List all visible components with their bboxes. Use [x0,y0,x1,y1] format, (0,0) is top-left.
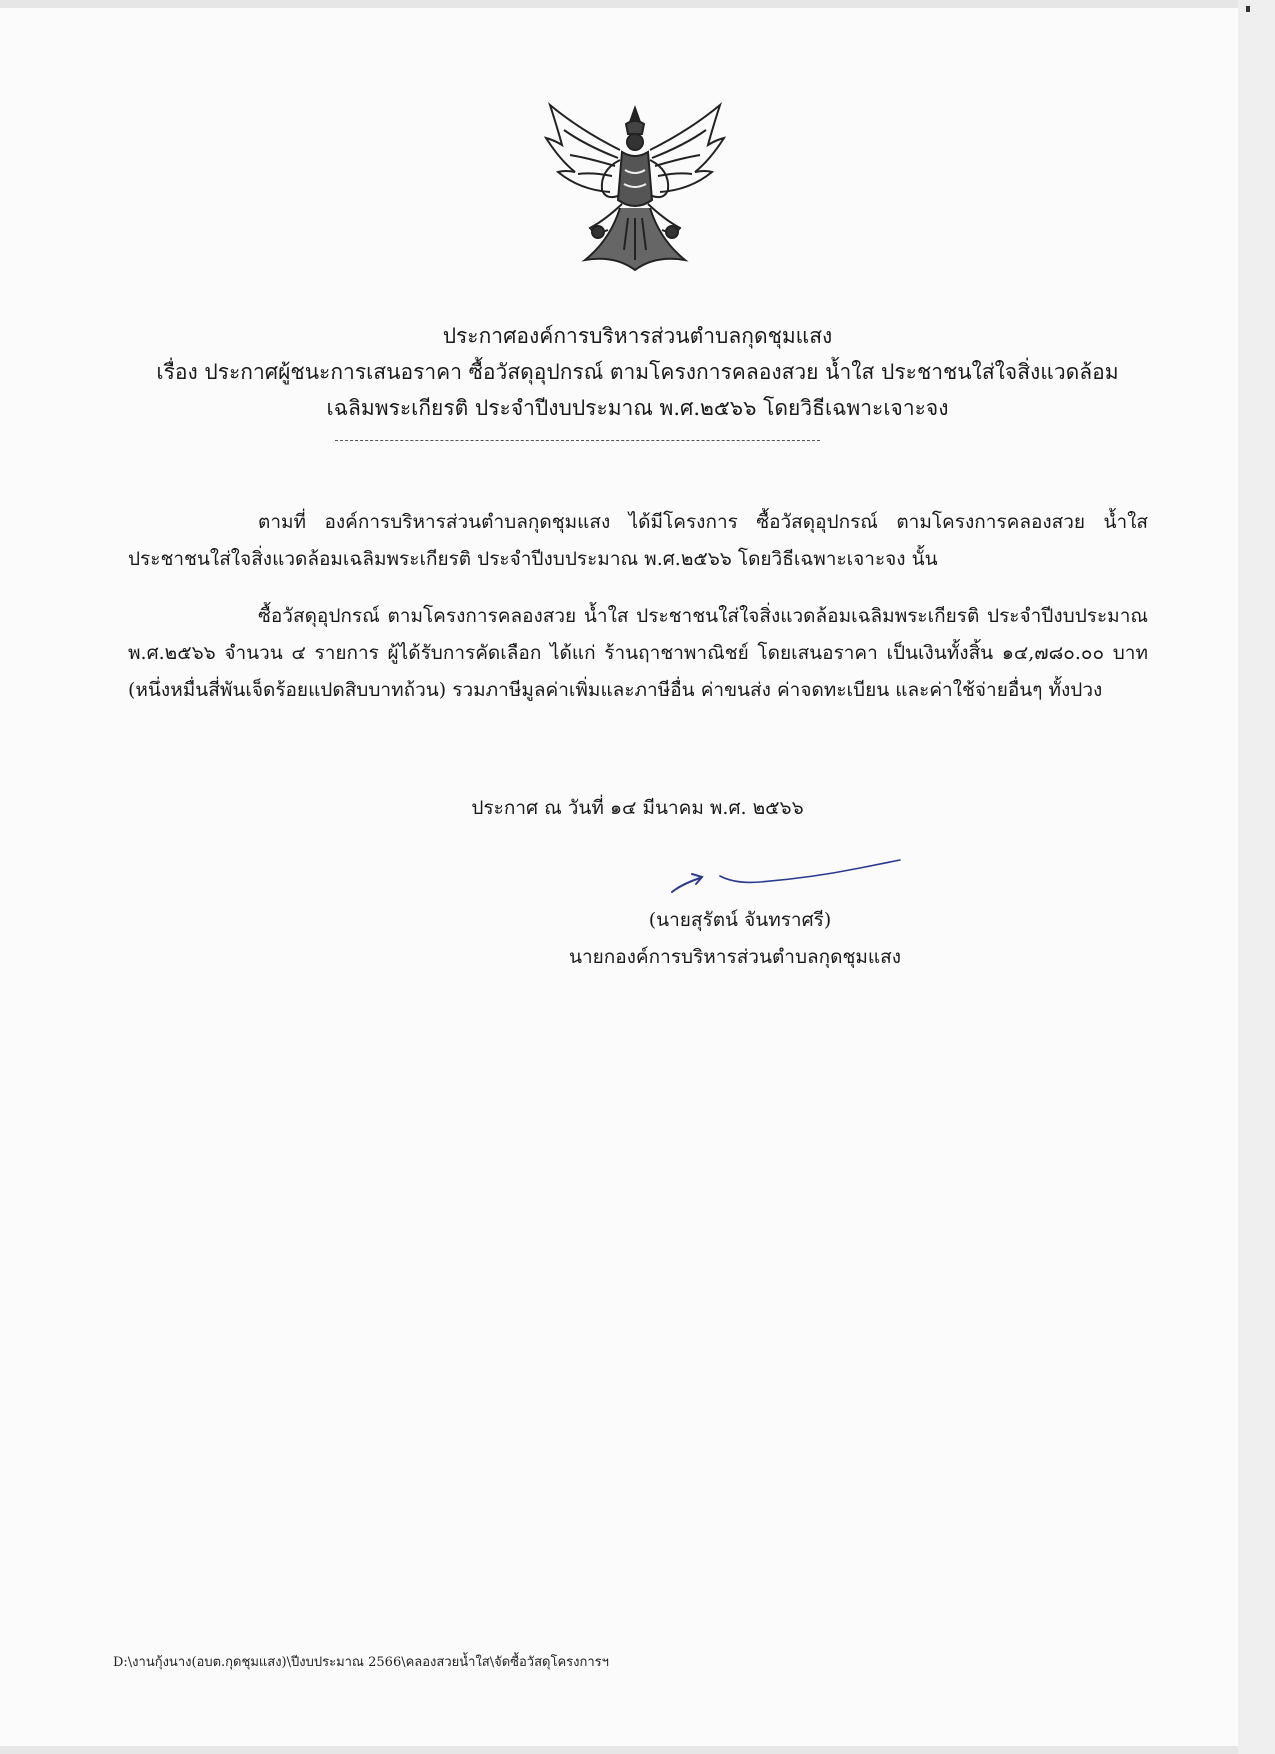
heading-divider [335,440,820,441]
signatory-name: (นายสุรัตน์ จันทราศรี) [648,909,832,931]
signatory-title: นายกองค์การบริหารส่วนตำบลกุดชุมแสง [568,946,902,968]
subject-line: เรื่อง ประกาศผู้ชนะการเสนอราคา ซื้อวัสดุอุปกรณ์ ตามโครงการคลองสวย น้ำใส ประชาชนใส่ใจสิ่งแวดล้อม [156,360,1119,384]
announcement-date: ประกาศ ณ วันที่ ๑๔ มีนาคม พ.ศ. ๒๕๖๖ [471,797,804,819]
scan-edge [1238,0,1275,1754]
file-path-footer: D:\งานกุ้งนาง(อบต.กุดชุมแสง)\ปีงบประมาณ 2566\คลองสวยน้ำใส\จัดซื้อวัสดุโครงการฯ [113,1655,609,1670]
paragraph-background-text: ตามที่ องค์การบริหารส่วนตำบลกุดชุมแสง ได้มีโครงการ ซื้อวัสดุอุปกรณ์ ตามโครงการคลองสวย น้ำใส ประชาชนใส่ใจสิ่งแวดล้อมเฉลิมพระเกียรติ ประจำปีงบประมาณ พ.ศ.๒๕๖๖ โดยวิธีเฉพาะเจาะจง นั้น [128,511,1148,570]
garuda-emblem-icon [540,100,730,280]
paragraph-award-text: ซื้อวัสดุอุปกรณ์ ตามโครงการคลองสวย น้ำใส ประชาชนใส่ใจสิ่งแวดล้อมเฉลิมพระเกียรติ ประจำปีงบประมาณ พ.ศ.๒๕๖๖ จำนวน ๔ รายการ ผู้ได้รับการคัดเลือก ได้แก่ ร้านฤาชาพาณิชย์ โดยเสนอราคา เป็นเงินทั้งสิ้น ๑๔,๗๘๐.๐๐ บาท (หนึ่งหมื่นสี่พันเจ็ดร้อยแปดสิบบาทถ้วน) รวมภาษีมูลค่าเพิ่มและภาษีอื่น ค่าขนส่ง ค่าจดทะเบียน และค่าใช้จ่ายอื่นๆ ทั้งปวง [128,605,1148,701]
scan-mark [1246,6,1250,12]
org-announcement-title: ประกาศองค์การบริหารส่วนตำบลกุดชุมแสง [442,324,833,348]
paragraph-background [128,504,1148,578]
paragraph-award [128,598,1148,709]
subject-line-continued: เฉลิมพระเกียรติ ประจำปีงบประมาณ พ.ศ.๒๕๖๖ โดยวิธีเฉพาะเจาะจง [326,396,949,420]
handwritten-signature [660,850,920,900]
